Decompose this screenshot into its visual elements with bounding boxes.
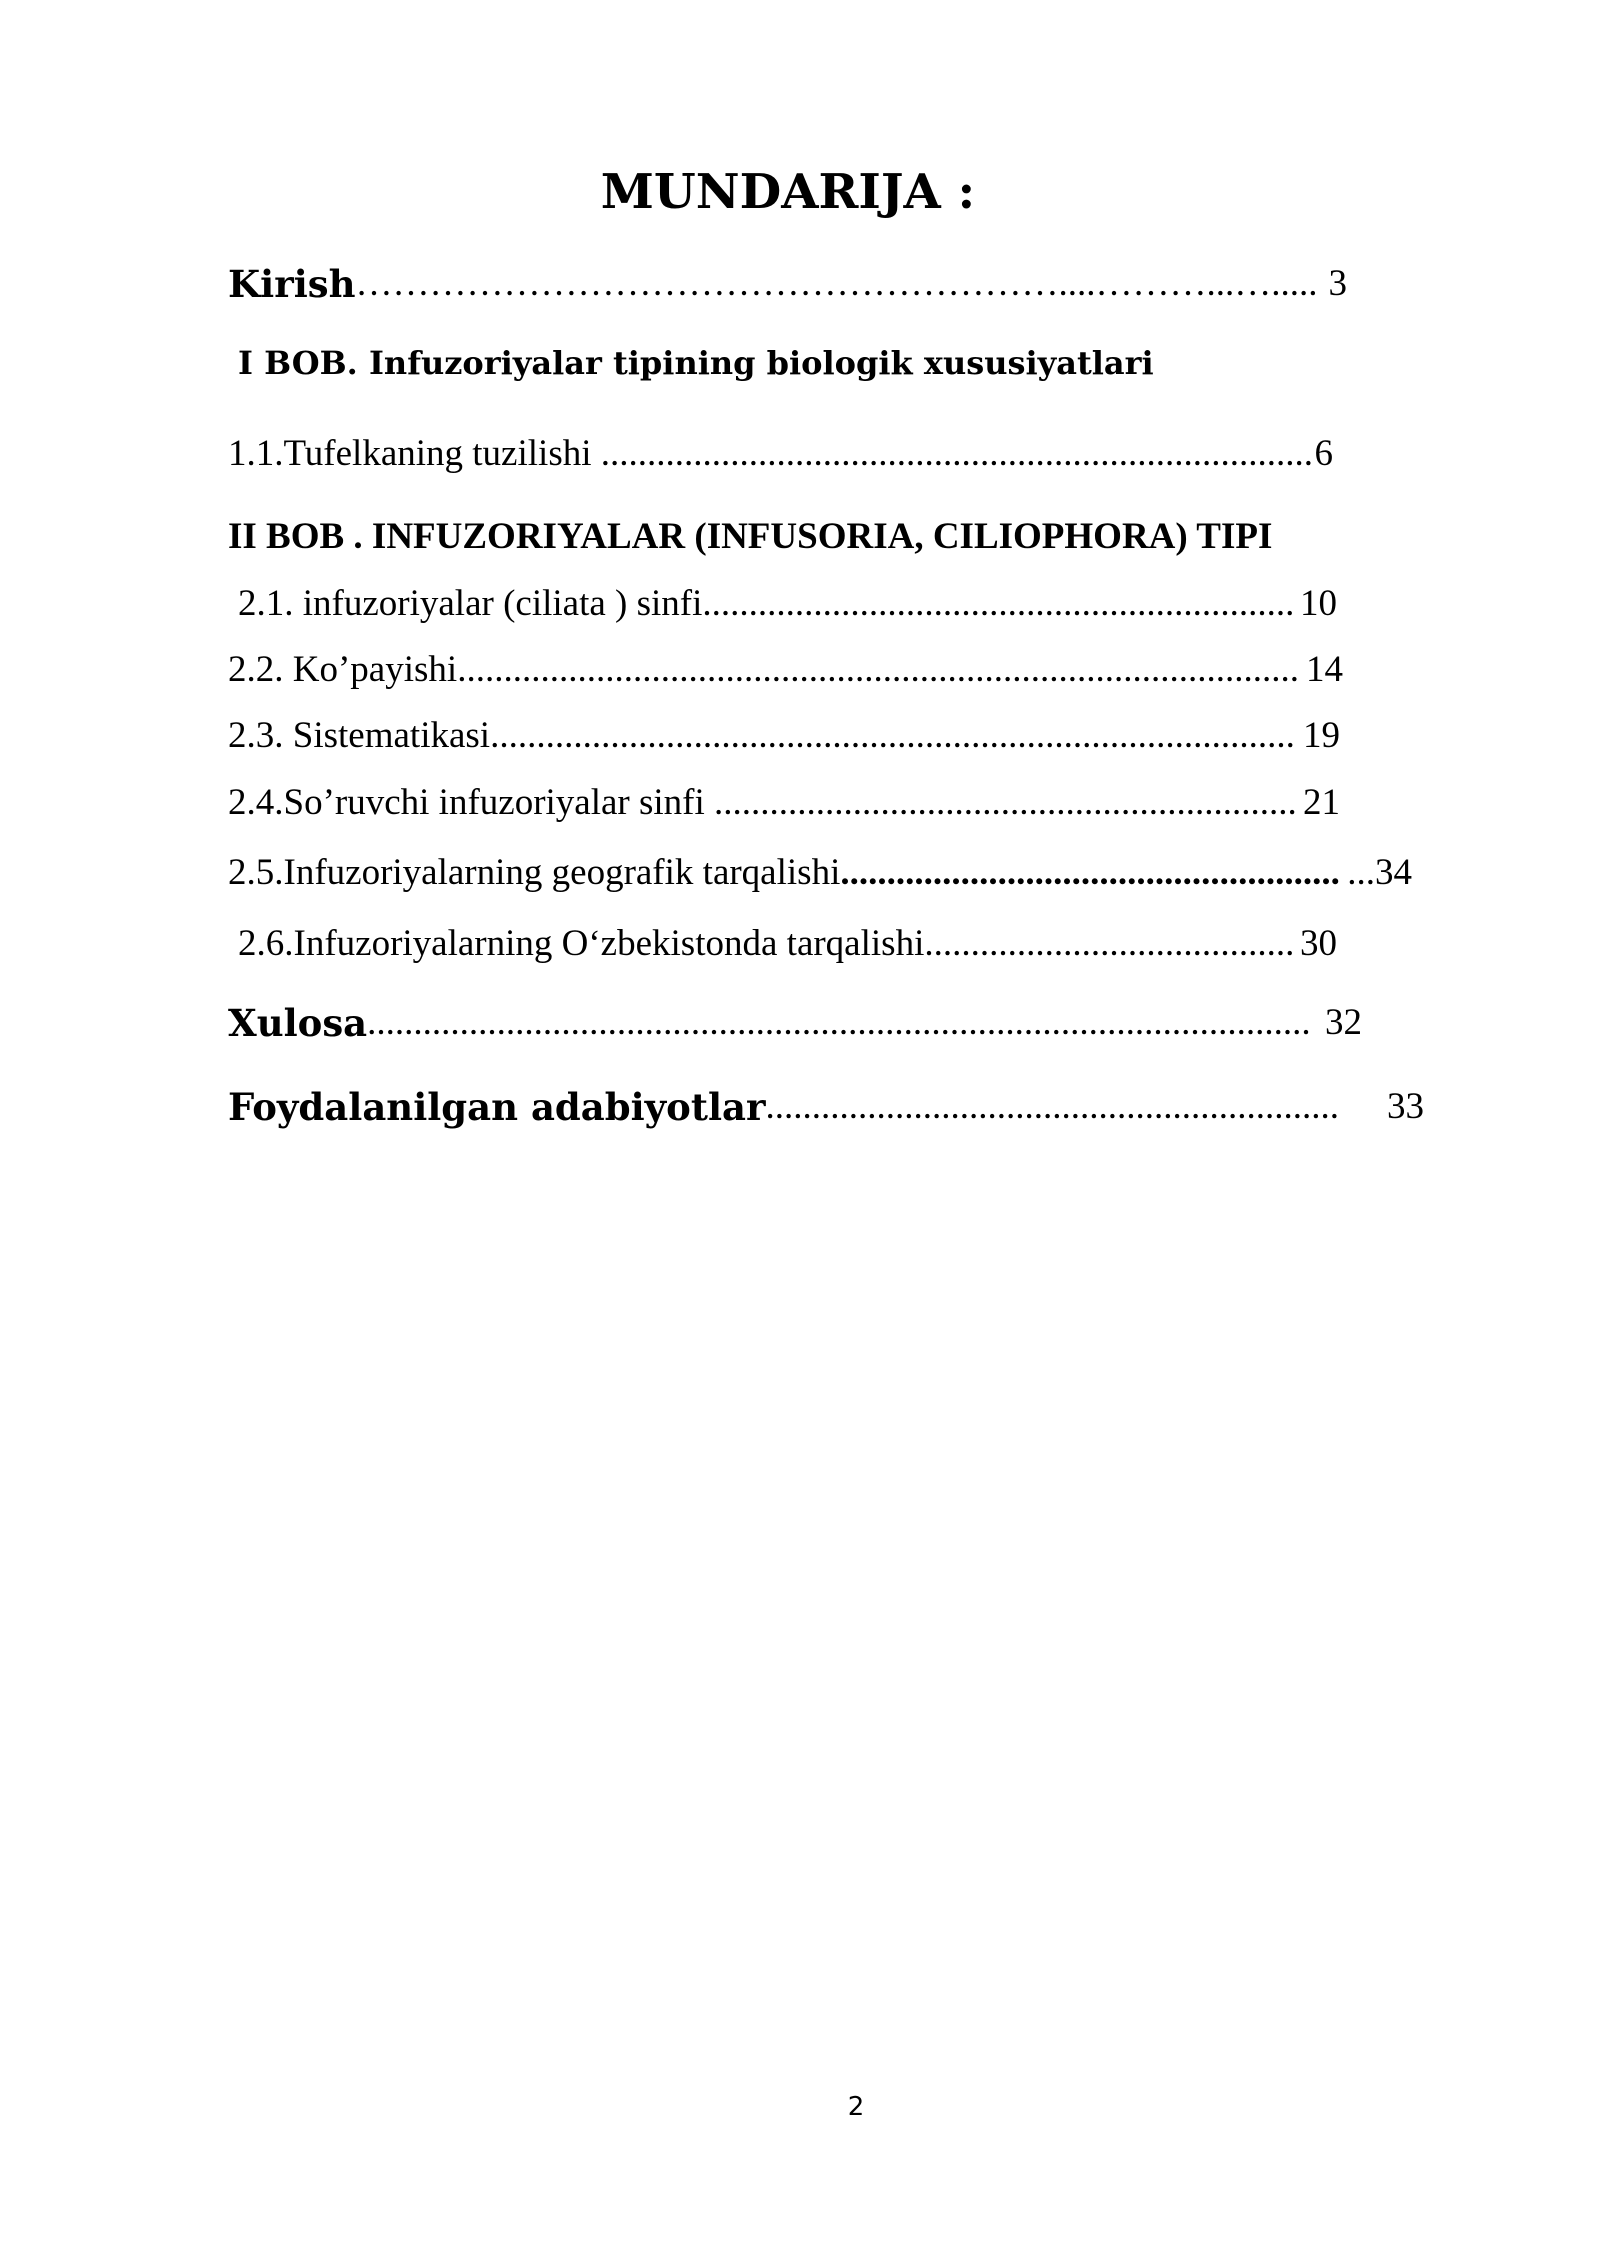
page-number: 2	[847, 2092, 865, 2122]
dot-leader: ................................................................	[702, 583, 1295, 624]
chapter-1-heading: I BOB. Infuzoriyalar tipining biologik xususiyatlari	[238, 344, 1154, 382]
toc-entry-label: Foydalanilgan adabiyotlar	[228, 1085, 766, 1129]
page-ref: 10	[1300, 583, 1337, 624]
toc-entry-references	[228, 1085, 1424, 1129]
toc-entry-label: 2.5.Infuzoriyalarning geografik tarqalishi	[228, 852, 841, 893]
toc-entry-label: Kirish	[228, 262, 356, 306]
dot-leader-bold: ......................................................	[840, 852, 1340, 893]
page-ref: 21	[1303, 782, 1340, 823]
dot-leader: …………………………………………………....………...….....	[355, 263, 1318, 304]
dot-leader: .......................................................................................	[490, 715, 1295, 756]
chapter-2-heading: II BOB . INFUZORIYALAR (INFUSORIA, CILIOPHORA) TIPI	[228, 516, 1273, 557]
toc-entry-1-1	[228, 432, 1333, 476]
page-ref: 30	[1300, 923, 1337, 964]
page-title: MUNDARIJA :	[600, 164, 976, 220]
toc-entry-2-2	[228, 648, 1343, 692]
toc-entry-label: 1.1.Tufelkaning tuzilishi	[228, 433, 601, 474]
toc-entry-2-6	[238, 922, 1337, 966]
toc-entry-2-5	[228, 851, 1412, 895]
toc-entry-2-1	[238, 582, 1337, 626]
page-ref: 32	[1325, 1002, 1362, 1043]
page-ref: 3	[1328, 263, 1347, 304]
dot-leader: ...........................................................................................	[457, 649, 1299, 690]
toc-entry-label: 2.4.So’ruvchi infuzoriyalar sinfi	[228, 782, 715, 823]
toc-entry-label: 2.3. Sistematikasi	[228, 715, 491, 756]
toc-entry-label: 2.1. infuzoriyalar (ciliata ) sinfi	[238, 583, 703, 624]
page-ref: 19	[1303, 715, 1340, 756]
dot-leader: ........................................	[924, 923, 1295, 964]
toc-entry-xulosa	[228, 1001, 1362, 1045]
toc-entry-label: Xulosa	[228, 1001, 368, 1045]
page-ref: 6	[1314, 433, 1333, 474]
dot-leader-tail: ...	[1347, 852, 1375, 893]
toc-entry-label: 2.6.Infuzoriyalarning O‘zbekistonda tarqalishi	[238, 923, 925, 964]
dot-leader: ......................................................................................................	[367, 1002, 1311, 1043]
page-ref: 34	[1375, 852, 1412, 893]
dot-leader: .............................................................................	[600, 433, 1313, 474]
page-ref: 33	[1387, 1086, 1424, 1127]
dot-leader: ...............................................................	[714, 782, 1297, 823]
toc-entry-2-4	[228, 781, 1340, 825]
toc-entry-2-3	[228, 714, 1340, 758]
toc-entry-label: 2.2. Ko’payishi	[228, 649, 458, 690]
page-ref: 14	[1306, 649, 1343, 690]
dot-leader: ..............................................................	[765, 1086, 1339, 1127]
toc-entry-kirish	[228, 262, 1347, 306]
